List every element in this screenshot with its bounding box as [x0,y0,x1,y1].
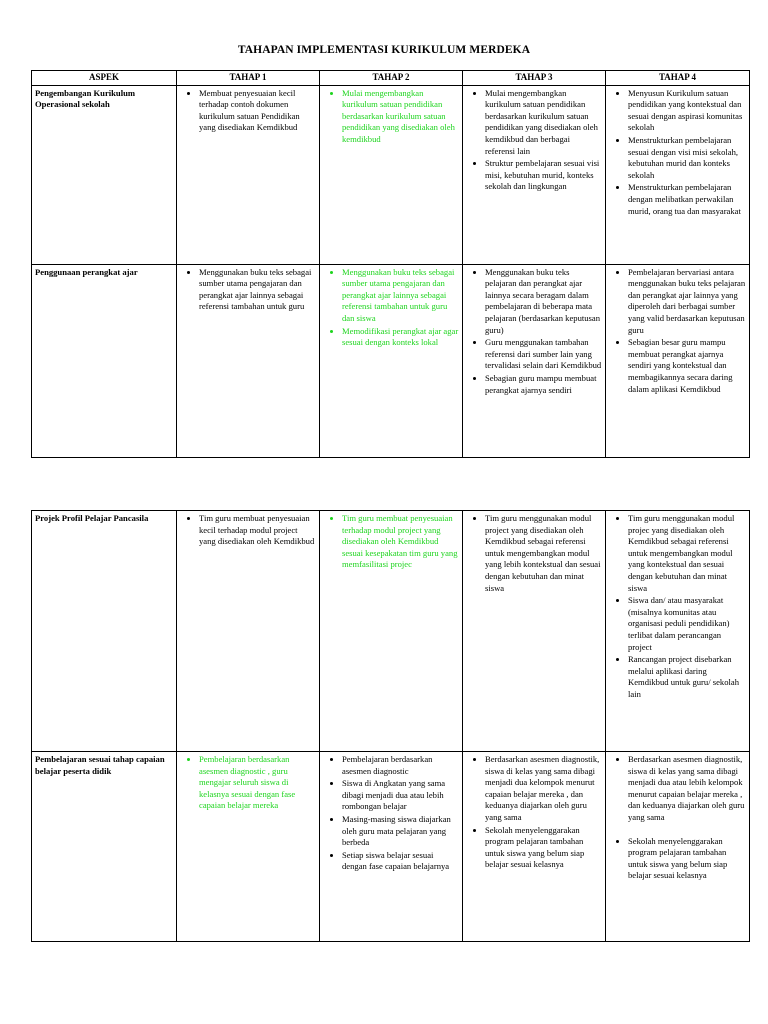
aspect-cell: Pembelajaran sesuai tahap capaian belajar peserta didik [32,752,177,942]
list-item: • Sebagian besar guru mampu membuat perangkat ajarnya sendiri yang kontekstual dan membagikannya secara daring dalam aplikasi Kemdikbud [628,337,746,395]
bullet-list [609,267,746,396]
bullet-list [466,88,602,193]
list-item: • Mulai mengembangkan kurikulum satuan pendidikan berdasarkan kurikulum satuan pendidikan yang disediakan oleh kemdikbud dan berbagai referensi lain [485,88,602,158]
stage-cell [177,511,320,752]
list-item: • Berdasarkan asesmen diagnostik, siswa di kelas yang sama dibagi menjadi dua atau lebih kelompok menurut capaian belajar mereka , dan keduanya diajarkan oleh guru yang sama [628,754,746,824]
list-item: • Sekolah menyelenggarakan program pelajaran tambahan untuk siswa yang belum siap belajar sesuai kelasnya [485,825,602,871]
table-row [32,85,750,264]
stage-cell [606,752,750,942]
list-item: • Tim guru membuat penyesuaian terhadap modul project yang disediakan oleh Kemdikbud sesuai kesepakatan tim guru yang memfasilitasi projec [342,513,459,571]
list-item: • Pembelajaran berdasarkan asesmen diagnostic [342,754,459,777]
list-item: • Berdasarkan asesmen diagnostik, siswa di kelas yang sama dibagi menjadi dua kelompok menurut capaian belajar mereka , dan keduanya diajarkan oleh guru yang sama [485,754,602,824]
stage-cell [177,752,320,942]
bullet-list [466,513,602,594]
list-item: • Siswa di Angkatan yang sama dibagi menjadi dua atau lebih rombongan belajar [342,778,459,813]
list-item: • Struktur pembelajaran sesuai visi misi, kebutuhan murid, konteks sekolah dan lingkungan [485,158,602,193]
stage-cell [177,85,320,264]
stages-table-bottom [31,510,750,942]
stage-cell [606,511,750,752]
stage-cell [463,85,606,264]
stage-cell [320,511,463,752]
bullet-list [323,267,459,349]
aspect-cell: Penggunaan perangkat ajar [32,264,177,457]
list-item: • Menggunakan buku teks pelajaran dan perangkat ajar lainnya secara beragam dalam pembelajaran di beberapa mata pelajaran (berdasarkan keputusan guru) [485,267,602,337]
list-item: • Setiap siswa belajar sesuai dengan fase capaian belajarnya [342,850,459,873]
list-item: • Masing-masing siswa diajarkan oleh guru mata pelajaran yang berbeda [342,814,459,849]
header-tahap-4: TAHAP 4 [606,71,750,86]
stage-cell [320,85,463,264]
list-item: • Menggunakan buku teks sebagai sumber utama pengajaran dan perangkat ajar lainnya sebagai referensi tambahan untuk guru [199,267,316,313]
list-item: • Tim guru menggunakan modul projec yang disediakan oleh Kemdikbud sebagai referensi untuk mengembangkan modul yang kontekstual dan sesuai dengan kebutuhan dan minat siswa [628,513,746,594]
bullet-list [323,88,459,146]
table-row [32,264,750,457]
header-tahap-1: TAHAP 1 [177,71,320,86]
table-row [32,511,750,752]
list-item: • Tim guru membuat penyesuaian kecil terhadap modul project yang disediakan oleh Kemdikbud [199,513,316,548]
list-item: • Pembelajaran berdasarkan asesmen diagnostic , guru mengajar seluruh siswa di kelasnya sesuai dengan fase capaian belajar mereka [199,754,316,812]
bullet-list [609,513,746,701]
list-item: • Menstrukturkan pembelajaran sesuai dengan visi misi sekolah, kebutuhan murid dan konteks sekolah [628,135,746,181]
bullet-list [466,754,602,871]
bullet-list [180,754,316,812]
bullet-list [180,267,316,313]
stage-cell [463,752,606,942]
list-item: • Menyusun Kurikulum satuan pendidikan yang kontekstual dan sesuai dengan aspirasi komunitas sekolah [628,88,746,134]
list-item: • Guru menggunakan tambahan referensi dari sumber lain yang tervalidasi selain dari Kemdikbud [485,337,602,372]
list-item: • Mulai mengembangkan kurikulum satuan pendidikan berdasarkan kurikulum satuan pendidikan yang disediakan oleh kemdikbud [342,88,459,146]
stage-cell [320,264,463,457]
bullet-list [466,267,602,397]
stage-cell [320,752,463,942]
list-item: • Sekolah menyelenggarakan program pelajaran tambahan untuk siswa yang belum siap belajar sesuai kelasnya [628,836,746,882]
list-item: • Tim guru menggunakan modul project yang disediakan oleh Kemdikbud sebagai referensi untuk mengembangkan modul yang lebih kontekstual dan sesuai dengan kebutuhan dan minat siswa [485,513,602,594]
bullet-list [180,88,316,134]
header-tahap-2: TAHAP 2 [320,71,463,86]
stage-cell [606,264,750,457]
stage-cell [463,264,606,457]
bullet-list [180,513,316,548]
bullet-list [609,754,746,882]
table-header-row [32,71,750,86]
table-row [32,752,750,942]
header-aspek: ASPEK [32,71,177,86]
list-item: • Sebagian guru mampu membuat perangkat ajarnya sendiri [485,373,602,396]
stage-cell [177,264,320,457]
bullet-list [323,754,459,873]
list-item: • Memodifikasi perangkat ajar agar sesuai dengan konteks lokal [342,326,459,349]
list-item: • Membuat penyesuaian kecil terhadap contoh dokumen kurikulum satuan Pendidikan yang disediakan Kemdikbud [199,88,316,134]
list-item: • Rancangan project disebarkan melalui aplikasi daring Kemdikbud untuk guru/ sekolah lain [628,654,746,700]
stage-cell [606,85,750,264]
list-item: • Pembelajaran bervariasi antara menggunakan buku teks pelajaran dan perangkat ajar lainnya yang diperoleh dari berbagai sumber yang valid berdasarkan keputusan guru [628,267,746,337]
document-title: TAHAPAN IMPLEMENTASI KURIKULUM MERDEKA [237,44,531,56]
stage-cell [463,511,606,752]
list-item: • Menstrukturkan pembelajaran dengan melibatkan perwakilan murid, orang tua dan masyarakat [628,182,746,217]
list-item: • Siswa dan/ atau masyarakat (misalnya komunitas atau organisasi peduli pendidikan) terlibat dalam perancangan project [628,595,746,653]
aspect-cell: Pengembangan Kurikulum Operasional sekolah [32,85,177,264]
bullet-list [323,513,459,571]
header-tahap-3: TAHAP 3 [463,71,606,86]
aspect-cell: Projek Profil Pelajar Pancasila [32,511,177,752]
stages-table-top [31,70,750,458]
list-item: • Menggunakan buku teks sebagai sumber utama pengajaran dan perangkat ajar lainnya sebagai referensi tambahan untuk guru dan siswa [342,267,459,325]
bullet-list [609,88,746,218]
